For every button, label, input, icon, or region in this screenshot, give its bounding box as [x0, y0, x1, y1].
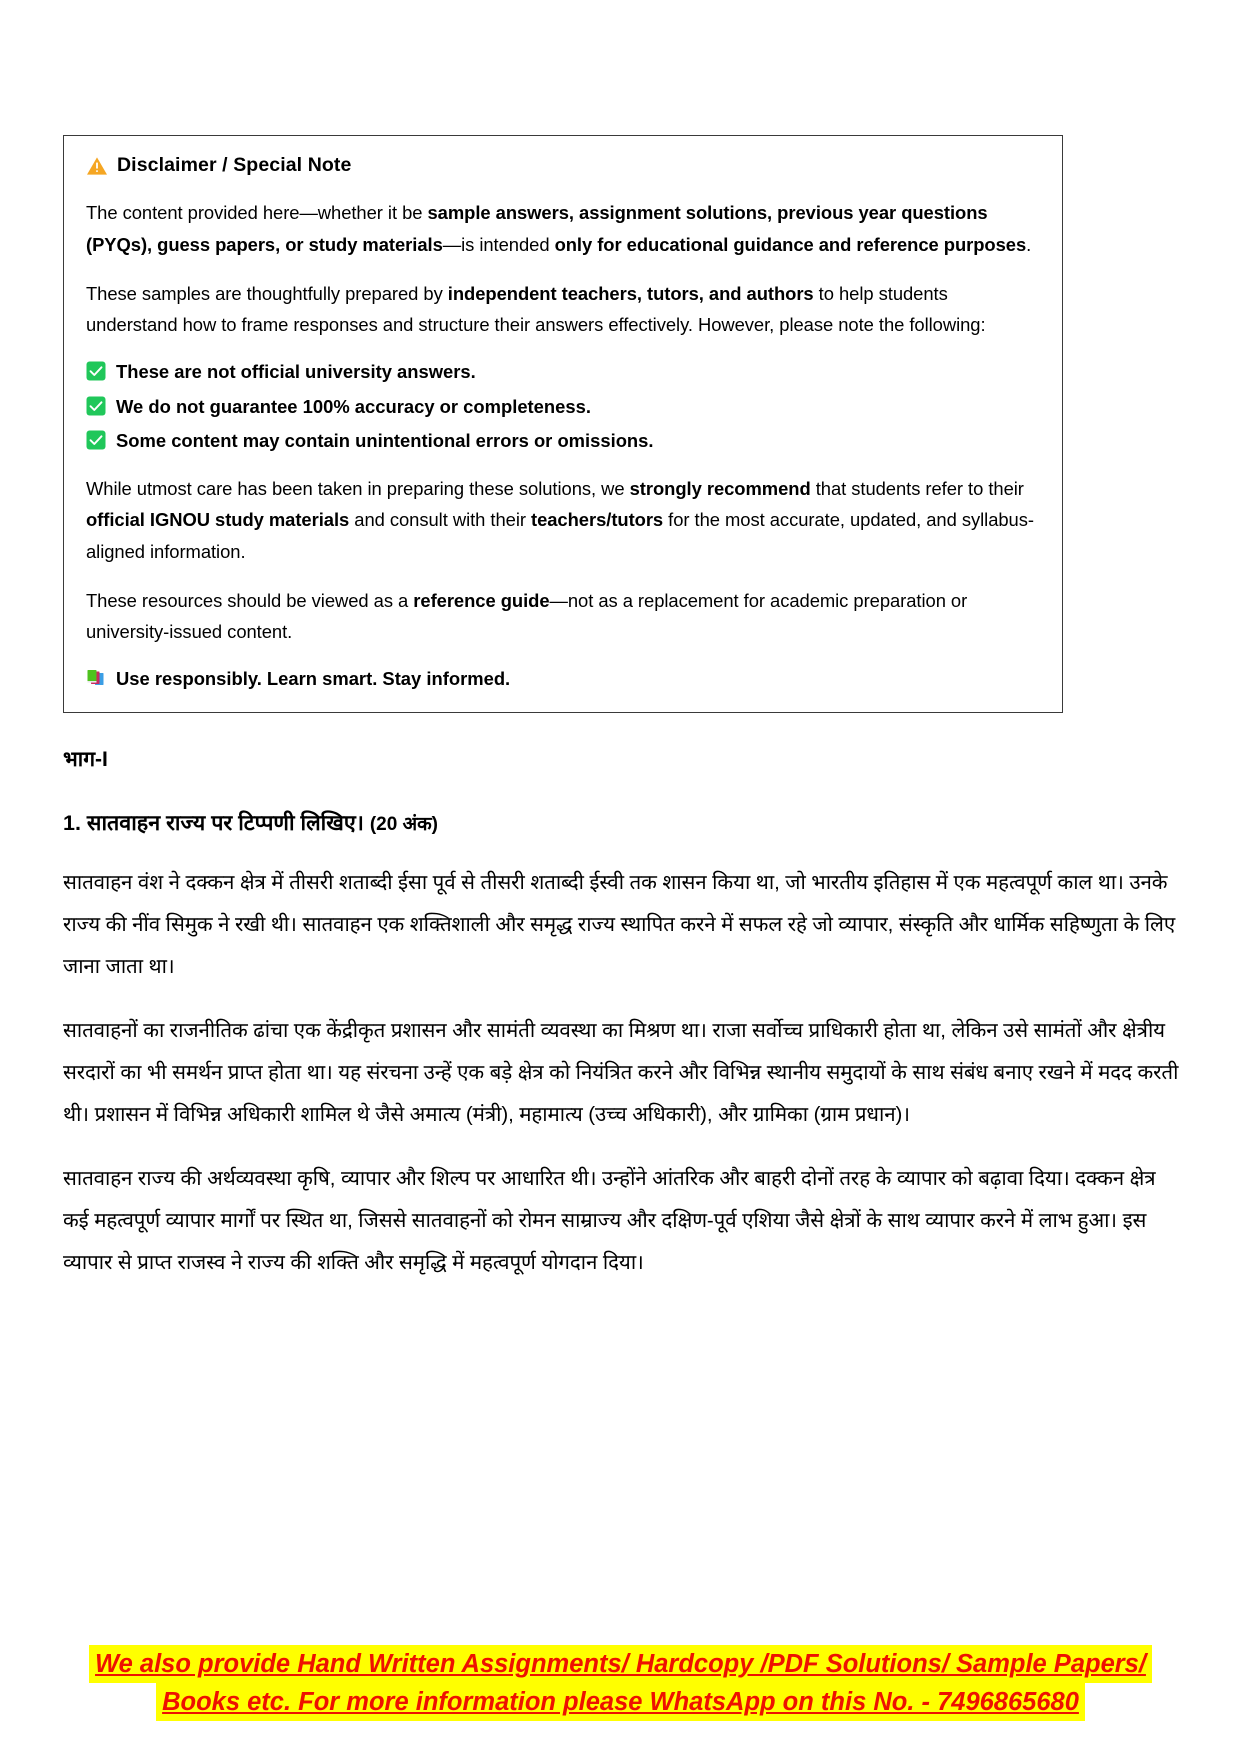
disclaimer-paragraph-1 — [86, 197, 1040, 260]
checklist-text: We do not guarantee 100% accuracy or completeness. — [116, 395, 591, 417]
use-responsibly-row — [86, 665, 1040, 693]
disclaimer-paragraph-3 — [86, 473, 1040, 568]
para4-seg1: These resources should be viewed as a — [86, 589, 414, 611]
answer-body — [63, 862, 1181, 1306]
para1-bold1: sample answers, assignment solutions, previous year questions (PYQs), guess papers, or study materials — [86, 202, 988, 256]
disclaimer-paragraph-2 — [86, 278, 1040, 341]
part-heading: भाग-I — [63, 748, 108, 771]
para1-seg2: —is intended — [442, 234, 555, 256]
para1-bold2: only for educational guidance and reference purposes — [554, 234, 1027, 256]
checklist-text: Some content may contain unintentional errors or omissions. — [116, 430, 654, 452]
warning-triangle-icon — [86, 156, 108, 176]
para4-bold1: reference guide — [413, 589, 550, 611]
list-item — [86, 427, 1040, 456]
green-check-box-icon — [86, 396, 106, 416]
green-check-box-icon — [86, 361, 106, 381]
promo-line-2: Books etc. For more information please WhatsApp on this No. - 7496865680 — [156, 1683, 1085, 1721]
para3-seg1: While utmost care has been taken in preparing these solutions, we — [86, 477, 630, 499]
disclaimer-title: Disclaimer / Special Note — [117, 154, 352, 176]
answer-paragraph: सातवाहन वंश ने दक्कन क्षेत्र में तीसरी शताब्दी ईसा पूर्व से तीसरी शताब्दी ईस्वी तक शासन किया था, जो भारतीय इतिहास में एक महत्वपूर्ण काल था। उनके राज्य की नींव सिमुक ने रखी थी। सातवाहन एक शक्तिशाली और समृद्ध राज्य स्थापित करने में सफल रहे जो व्यापार, संस्कृति और धार्मिक सहिष्णुता के लिए जाना जाता था। — [63, 871, 1176, 979]
list-item — [86, 393, 1040, 422]
question-marks: (20 अंक) — [369, 814, 439, 835]
para2-bold1: independent teachers, tutors, and authors — [447, 282, 814, 304]
para3-bold2: official IGNOU study materials — [86, 509, 350, 531]
para2-seg2: to help students understand how to frame responses and structure their answers effectively. However, please note the following: — [86, 282, 986, 336]
use-responsibly-text: Use responsibly. Learn smart. Stay informed. — [116, 667, 511, 689]
question-heading-text: 1. सातवाहन राज्य पर टिप्पणी लिखिए। — [63, 811, 370, 835]
para4-seg2: —not as a replacement for academic preparation or university-issued content. — [86, 589, 968, 643]
disclaimer-box — [63, 135, 1063, 713]
para3-bold1: strongly recommend — [629, 477, 811, 499]
disclaimer-title-row — [86, 154, 1040, 177]
green-check-box-icon — [86, 430, 106, 450]
promo-line-1: We also provide Hand Written Assignments/ Hardcopy /PDF Solutions/ Sample Papers/ — [89, 1645, 1152, 1683]
para2-seg1: These samples are thoughtfully prepared by — [86, 282, 448, 304]
list-item — [86, 358, 1040, 387]
para3-seg2: that students refer to their — [810, 477, 1024, 499]
books-stack-icon — [86, 668, 107, 688]
para1-seg3: . — [1026, 234, 1032, 256]
question-heading — [63, 808, 438, 837]
para1-seg1: The content provided here—whether it be — [86, 202, 428, 224]
answer-paragraph: सातवाहनों का राजनीतिक ढांचा एक केंद्रीकृत प्रशासन और सामंती व्यवस्था का मिश्रण था। राजा सर्वोच्च प्राधिकारी होता था, लेकिन उसे सामंतों और क्षेत्रीय सरदारों का भी समर्थन प्राप्त होता था। यह संरचना उन्हें एक बड़े क्षेत्र को नियंत्रित करने और विभिन्न स्थानीय समुदायों के साथ संबंध बनाए रखने में मदद करती थी। प्रशासन में विभिन्न अधिकारी शामिल थे जैसे अमात्य (मंत्री), महामात्य (उच्च अधिकारी), और ग्रामिका (ग्राम प्रधान)। — [63, 1019, 1179, 1127]
promo-footer-banner — [0, 1645, 1241, 1721]
checklist-text: These are not official university answers. — [116, 361, 476, 383]
para3-seg4: for the most accurate, updated, and syllabus-aligned information. — [86, 509, 1034, 562]
disclaimer-checklist — [86, 358, 1040, 456]
para3-seg3: and consult with their — [349, 509, 531, 531]
disclaimer-paragraph-4 — [86, 585, 1040, 648]
answer-paragraph: सातवाहन राज्य की अर्थव्यवस्था कृषि, व्यापार और शिल्प पर आधारित थी। उन्होंने आंतरिक और बाहरी दोनों तरह के व्यापार को बढ़ावा दिया। दक्कन क्षेत्र कई महत्वपूर्ण व्यापार मार्गों पर स्थित था, जिससे सातवाहनों को रोमन साम्राज्य और दक्षिण-पूर्व एशिया जैसे क्षेत्रों के साथ व्यापार करने में लाभ हुआ। इस व्यापार से प्राप्त राजस्व ने राज्य की शक्ति और समृद्धि में महत्वपूर्ण योगदान दिया। — [63, 1167, 1156, 1275]
para3-bold3: teachers/tutors — [531, 509, 664, 531]
